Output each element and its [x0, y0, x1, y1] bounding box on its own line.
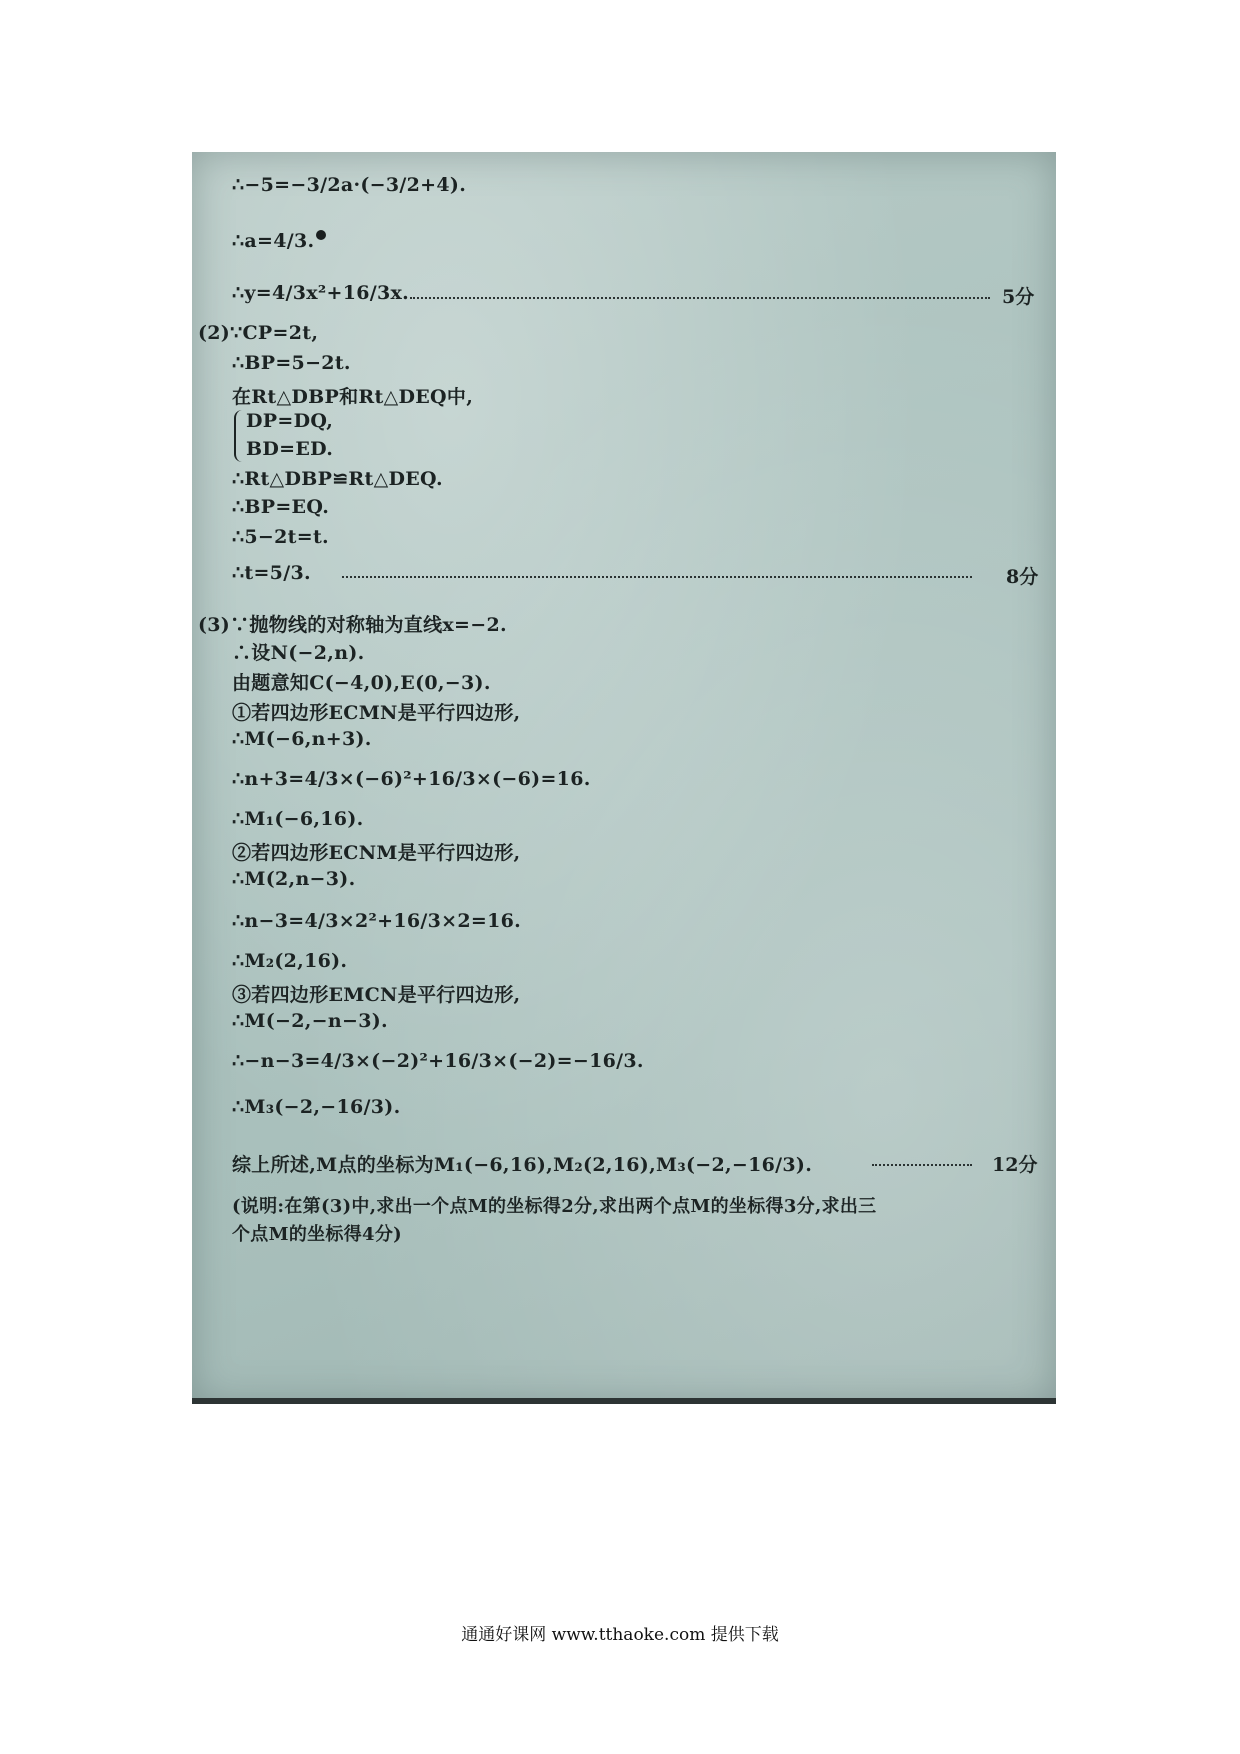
- text-line: BD=ED.: [246, 438, 334, 460]
- text-line: ∴−n−3=4/3×(−2)²+16/3×(−2)=−16/3.: [232, 1050, 644, 1072]
- text-line: ∴BP=EQ.: [232, 496, 330, 518]
- text-line: ②若四边形ECNM是平行四边形,: [232, 842, 521, 864]
- system-brace: [234, 410, 246, 462]
- text-line: 个点M的坐标得4分): [232, 1224, 402, 1245]
- text-line: ∴M(2,n−3).: [232, 868, 356, 890]
- text-line: ③若四边形EMCN是平行四边形,: [232, 984, 521, 1006]
- ink-spot: [316, 230, 326, 240]
- text-line: 在Rt△DBP和Rt△DEQ中,: [232, 386, 474, 408]
- text-line: ①若四边形ECMN是平行四边形,: [232, 702, 521, 724]
- scanned-page-photo: [192, 152, 1056, 1404]
- text-line: ∴y=4/3x²+16/3x.: [232, 282, 410, 304]
- text-line: ∴M(−2,−n−3).: [232, 1010, 388, 1032]
- score-label: 5分: [1002, 286, 1035, 308]
- text-line: (2)∵CP=2t,: [198, 322, 319, 344]
- photo-edge: [192, 1398, 1056, 1404]
- dotted-leader: [872, 1164, 972, 1166]
- text-line: ∴n+3=4/3×(−6)²+16/3×(−6)=16.: [232, 768, 591, 790]
- text-line: ∴M₁(−6,16).: [232, 808, 364, 830]
- text-line: ∴t=5/3.: [232, 562, 311, 584]
- footer-credit: 通通好课网 www.tthaoke.com 提供下载: [461, 1625, 779, 1645]
- text-line: ∴Rt△DBP≌Rt△DEQ.: [232, 468, 443, 490]
- text-line: ∴n−3=4/3×2²+16/3×2=16.: [232, 910, 522, 932]
- text-line: ∴BP=5−2t.: [232, 352, 351, 374]
- dotted-leader: [410, 297, 990, 299]
- text-line: DP=DQ,: [246, 410, 334, 432]
- text-line: ∴−5=−3/2a·(−3/2+4).: [232, 174, 467, 196]
- text-line: (3)∵抛物线的对称轴为直线x=−2.: [198, 614, 507, 636]
- text-line: 由题意知C(−4,0),E(0,−3).: [232, 672, 491, 694]
- score-label: 8分: [1006, 566, 1039, 588]
- text-line: ∴M₃(−2,−16/3).: [232, 1096, 401, 1118]
- score-label: 12分: [992, 1154, 1038, 1176]
- text-line: ∴M(−6,n+3).: [232, 728, 372, 750]
- text-line: ∴5−2t=t.: [232, 526, 329, 548]
- text-line: ∴设N(−2,n).: [232, 642, 365, 664]
- text-line: (说明:在第(3)中,求出一个点M的坐标得2分,求出两个点M的坐标得3分,求出三: [232, 1196, 877, 1217]
- dotted-leader: [342, 576, 972, 578]
- text-line: 综上所述,M点的坐标为M₁(−6,16),M₂(2,16),M₃(−2,−16/3).: [232, 1154, 813, 1176]
- text-line: ∴a=4/3.: [232, 230, 315, 252]
- text-line: ∴M₂(2,16).: [232, 950, 348, 972]
